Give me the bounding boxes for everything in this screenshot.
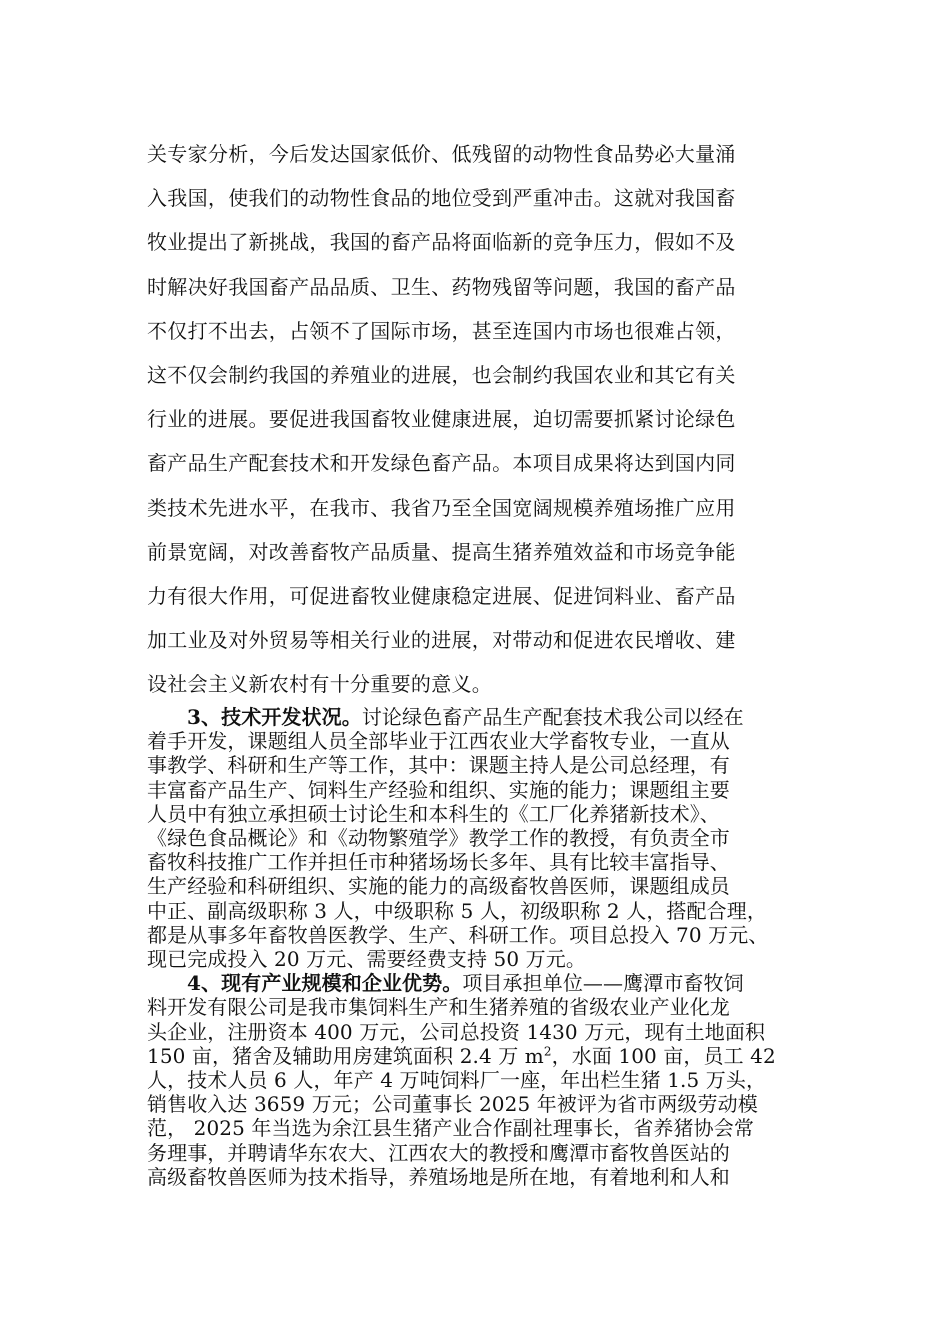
text-line: 料开发有限公司是我市集饲料生产和生猪养殖的省级农业产业化龙 bbox=[147, 995, 730, 1020]
text-line: 范， 2025 年当选为余江县生猪产业合作副社理事长，省养猪协会常 bbox=[147, 1116, 754, 1141]
area-text: 150 亩，猪舍及辅助用房建筑面积 2.4 万 m bbox=[147, 1043, 544, 1068]
text-line: 高级畜牧兽医师为技术指导，养殖场地是所在地，有着地利和人和 bbox=[147, 1164, 730, 1189]
area-text-rest: ，水面 100 亩，员工 42 bbox=[551, 1043, 776, 1068]
section-3-first-line bbox=[147, 705, 807, 729]
text-line: 生产经验和科研组织、实施的能力的高级畜牧兽医师，课题组成员 bbox=[147, 874, 730, 899]
text-line: 务理事，并聘请华东农大、江西农大的教授和鹰潭市畜牧兽医站的 bbox=[147, 1140, 730, 1165]
text-line: 人，技术人员 6 人，年产 4 万吨饲料厂一座，年出栏生猪 1.5 万头， bbox=[147, 1068, 767, 1093]
text-line: 事教学、科研和生产等工作，其中：课题主持人是公司总经理，有 bbox=[147, 753, 730, 778]
text-line: 关专家分析，今后发达国家低价、低残留的动物性食品势必大量涌 bbox=[147, 142, 736, 166]
superscript-square: 2 bbox=[543, 1044, 552, 1059]
text-line: 畜牧科技推广工作并担任市种猪场场长多年、具有比较丰富指导、 bbox=[147, 850, 730, 875]
text-line: 销售收入达 3659 万元；公司董事长 2025 年被评为省市两级劳动模 bbox=[147, 1092, 758, 1117]
text-line: 类技术先进水平，在我市、我省乃至全国宽阔规模养殖场推广应用 bbox=[147, 495, 736, 520]
section-3-heading: 3、技术开发状况。 bbox=[187, 705, 362, 729]
text-line: 加工业及对外贸易等相关行业的进展，对带动和促进农民增收、建 bbox=[147, 628, 736, 653]
text-line: 设社会主义新农村有十分重要的意义。 bbox=[147, 672, 493, 697]
text-line: 人员中有独立承担硕士讨论生和本科生的《工厂化养猪新技术》、 bbox=[147, 801, 720, 826]
area-line bbox=[147, 1044, 807, 1068]
section-4-first-line-text: 项目承担单位——鹰潭市畜牧饲 bbox=[462, 971, 744, 996]
section-3-first-line-text: 讨论绿色畜产品生产配套技术我公司以经在 bbox=[361, 705, 744, 729]
text-line: 中正、副高级职称 3 人，中级职称 5 人，初级职称 2 人，搭配合理， bbox=[147, 898, 767, 923]
text-line: 畜产品生产配套技术和开发绿色畜产品。本项目成果将达到国内同 bbox=[147, 451, 736, 476]
text-line: 入我国，使我们的动物性食品的地位受到严重冲击。这就对我国畜 bbox=[147, 186, 736, 211]
paragraph-significance bbox=[147, 132, 807, 707]
text-line: 这不仅会制约我国的养殖业的进展，也会制约我国农业和其它有关 bbox=[147, 363, 736, 388]
section-4-first-line bbox=[147, 971, 807, 995]
text-line: 着手开发，课题组人员全部毕业于江西农业大学畜牧专业，一直从 bbox=[147, 729, 730, 754]
text-line: 力有很大作用，可促进畜牧业健康稳定进展、促进饲料业、畜产品 bbox=[147, 584, 736, 609]
section-4-heading: 4、现有产业规模和企业优势。 bbox=[187, 971, 463, 996]
text-line: 《绿色食品概论》和《动物繁殖学》教学工作的教授，有负责全市 bbox=[147, 826, 730, 851]
text-line: 牧业提出了新挑战，我国的畜产品将面临新的竞争压力，假如不及 bbox=[147, 230, 736, 255]
text-line: 头企业，注册资本 400 万元，公司总投资 1430 万元，现有土地面积 bbox=[147, 1019, 766, 1044]
section-technical-development bbox=[147, 705, 807, 1189]
text-line: 现已完成投入 20 万元、需要经费支持 50 万元。 bbox=[147, 947, 586, 972]
text-line: 时解决好我国畜产品品质、卫生、药物残留等问题，我国的畜产品 bbox=[147, 274, 736, 299]
text-line: 丰富畜产品生产、饲料生产经验和组织、实施的能力；课题组主要 bbox=[147, 777, 730, 802]
text-line: 都是从事多年畜牧兽医教学、生产、科研工作。项目总投入 70 万元、 bbox=[147, 922, 769, 947]
text-line: 不仅打不出去，占领不了国际市场，甚至连国内市场也很难占领， bbox=[147, 318, 736, 343]
text-line: 前景宽阔，对改善畜牧产品质量、提高生猪养殖效益和市场竞争能 bbox=[147, 539, 736, 564]
text-line: 行业的进展。要促进我国畜牧业健康进展，迫切需要抓紧讨论绿色 bbox=[147, 407, 736, 432]
